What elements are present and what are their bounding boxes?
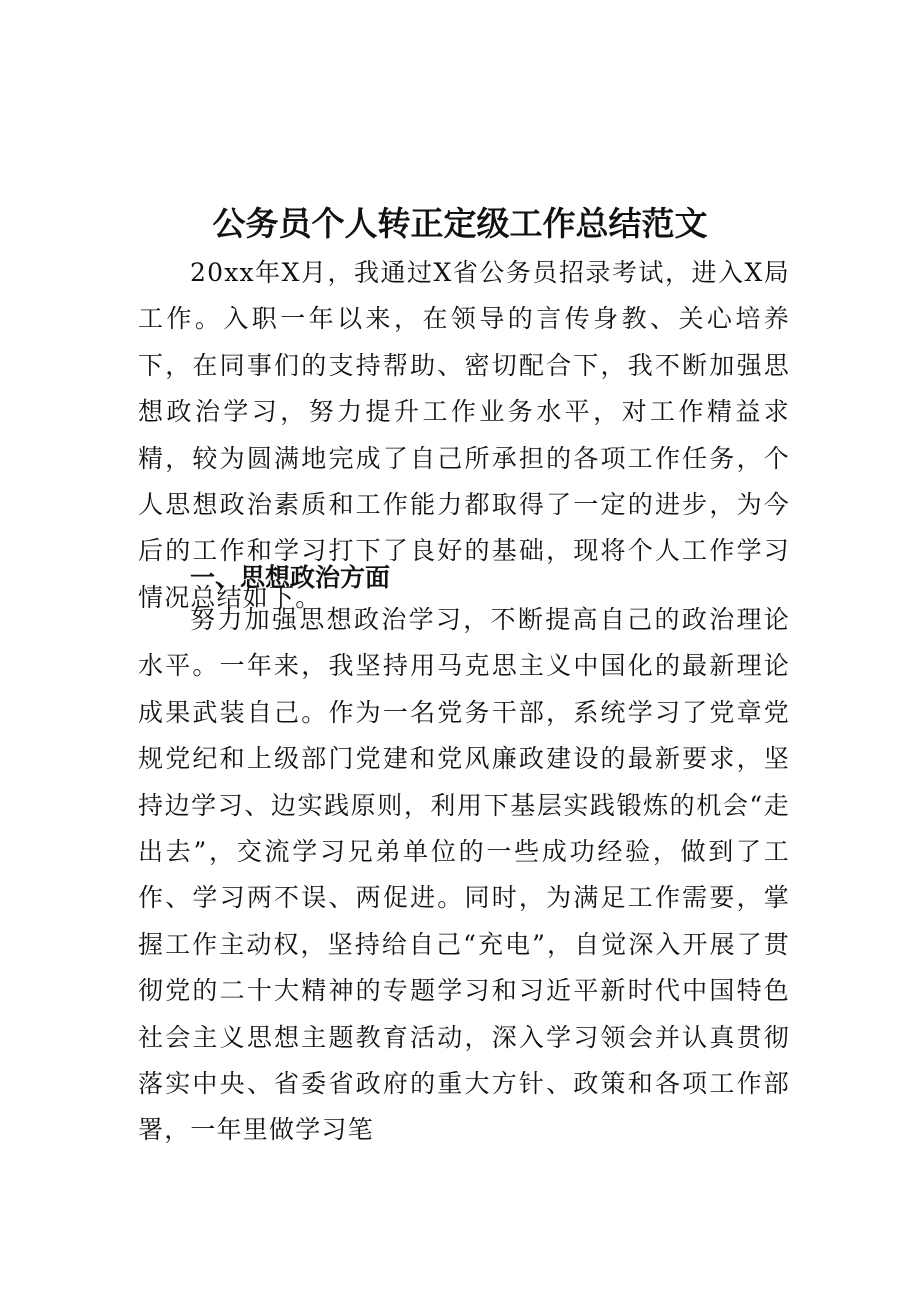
intro-paragraph: 20xx年X月，我通过X省公务员招录考试，进入X局工作。入职一年以来，在领导的言传身教、关心培养下，在同事们的支持帮助、密切配合下，我不断加强思想政治学习，努力提升工作业务水平，对工作精益求精，较为圆满地完成了自己所承担的各项工作任务，个人思想政治素质和工作能力都取得了一定的进步，为今后的工作和学习打下了良好的基础，现将个人工作学习情况总结如下。 xyxy=(138,258,790,612)
section-heading-political-thought: 一、思想政治方面 xyxy=(190,563,391,592)
document-title: 公务员个人转正定级工作总结范文 xyxy=(212,204,708,243)
political-thought-paragraph: 努力加强思想政治学习，不断提高自己的政治理论水平。一年来，我坚持用马克思主义中国化的最新理论成果武装自己。作为一名党务干部，系统学习了党章党规党纪和上级部门党建和党风廉政建设的最新要求，坚持边学习、边实践原则，利用下基层实践锻炼的机会“走出去”，交流学习兄弟单位的一些成功经验，做到了工作、学习两不误、两促进。同时，为满足工作需要，掌握工作主动权，坚持给自己“充电”，自觉深入开展了贯彻党的二十大精神的专题学习和习近平新时代中国特色社会主义思想主题教育活动，深入学习领会并认真贯彻落实中央、省委省政府的重大方针、政策和各项工作部署，一年里做学习笔 xyxy=(138,605,790,1145)
